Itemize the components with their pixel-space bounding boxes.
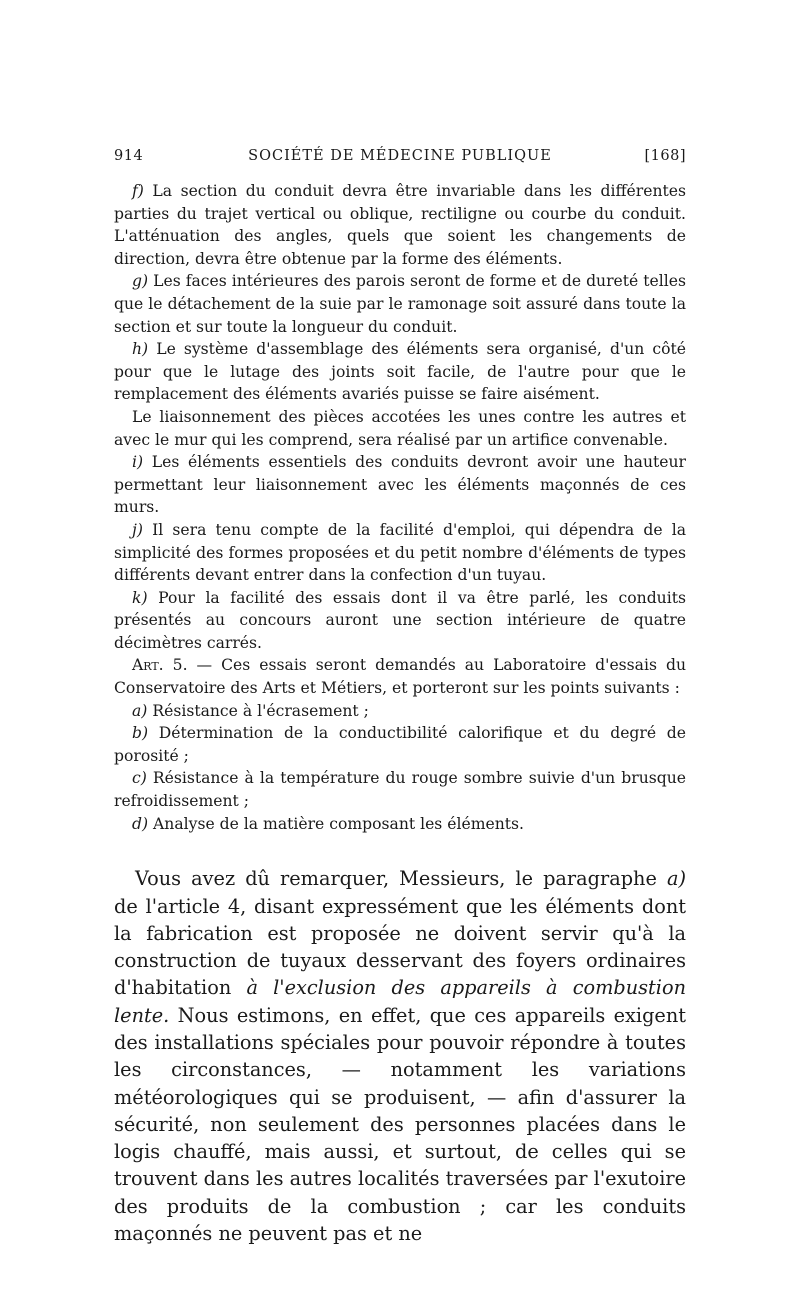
paragraph-g: g) Les faces intérieures des parois seront de forme et de dureté telles que le détachement de la suie par le ramonage soit assuré dans toute la section et sur toute la longueur du conduit. bbox=[114, 272, 686, 336]
test-a: a) Résistance à l'écrasement ; bbox=[132, 701, 369, 720]
page bbox=[114, 148, 686, 1247]
article-list bbox=[114, 180, 686, 835]
test-b: b) Détermination de la conductibilité calorifique et du degré de porosité ; bbox=[114, 724, 686, 765]
body-paragraph: Vous avez dû remarquer, Messieurs, le paragraphe a) de l'article 4, disant expressément que les éléments dont la fabrication est proposée ne doivent servir qu'à la construction de tuyaux desservant des foyers ordinaires d'habitation à l'exclusion des appareils à combustion lente. Nous estimons, en effet, que ces appareils exigent des installations spéciales pour pouvoir répondre à toutes les circonstances, — notamment les variations météorologiques qui se produisent, — afin d'assurer la sécurité, non seulement des personnes placées dans le logis chauffé, mais aussi, et surtout, de celles qui se trouvent dans les autres localités traversées par l'exutoire des produits de la combustion ; car les conduits maçonnés ne peuvent pas et ne bbox=[114, 867, 686, 1246]
test-c: c) Résistance à la température du rouge sombre suivie d'un brusque refroidissement ; bbox=[114, 769, 686, 811]
paragraph-h: h) Le système d'assemblage des éléments sera organisé, d'un côté pour que le lutage des joints soit facile, de l'autre pour que le remplacement des éléments avariés puisse se faire aisément. bbox=[114, 340, 686, 404]
paragraph-f: f) La section du conduit devra être invariable dans les différentes parties du trajet vertical ou oblique, rectiligne ou courbe du conduit. L'atténuation des angles, quels que soient les changements de direction, devra être obtenue par la forme des éléments. bbox=[114, 182, 686, 268]
body-text bbox=[114, 865, 686, 1247]
page-number: 914 bbox=[114, 148, 144, 164]
article-5: Art. 5. — Ces essais seront demandés au Laboratoire d'essais du Conservatoire des Arts et Métiers, et porteront sur les points suivants : bbox=[114, 656, 686, 698]
paragraph-h-continued: Le liaisonnement des pièces accotées les unes contre les autres et avec le mur qui les comprend, sera réalisé par un artifice convenable. bbox=[114, 407, 686, 449]
page-reference: [168] bbox=[644, 148, 686, 164]
test-d: d) Analyse de la matière composant les éléments. bbox=[132, 814, 524, 833]
running-title: SOCIÉTÉ DE MÉDECINE PUBLIQUE bbox=[248, 148, 552, 164]
paragraph-i: i) Les éléments essentiels des conduits devront avoir une hauteur permettant leur liaisonnement avec les éléments maçonnés de ces murs. bbox=[114, 453, 686, 517]
running-header bbox=[114, 148, 686, 172]
emphasis-exclusion: à l'exclusion des appareils à combustion lente. bbox=[114, 976, 686, 1027]
paragraph-j: j) Il sera tenu compte de la facilité d'emploi, qui dépendra de la simplicité des formes proposées et du petit nombre d'éléments de types différents devant entrer dans la confection d'un tuyau. bbox=[114, 520, 686, 585]
paragraph-reference: a) bbox=[666, 867, 686, 891]
paragraph-k: k) Pour la facilité des essais dont il va être parlé, les conduits présentés au concours auront une section intérieure de quatre décimètres carrés. bbox=[114, 588, 686, 652]
